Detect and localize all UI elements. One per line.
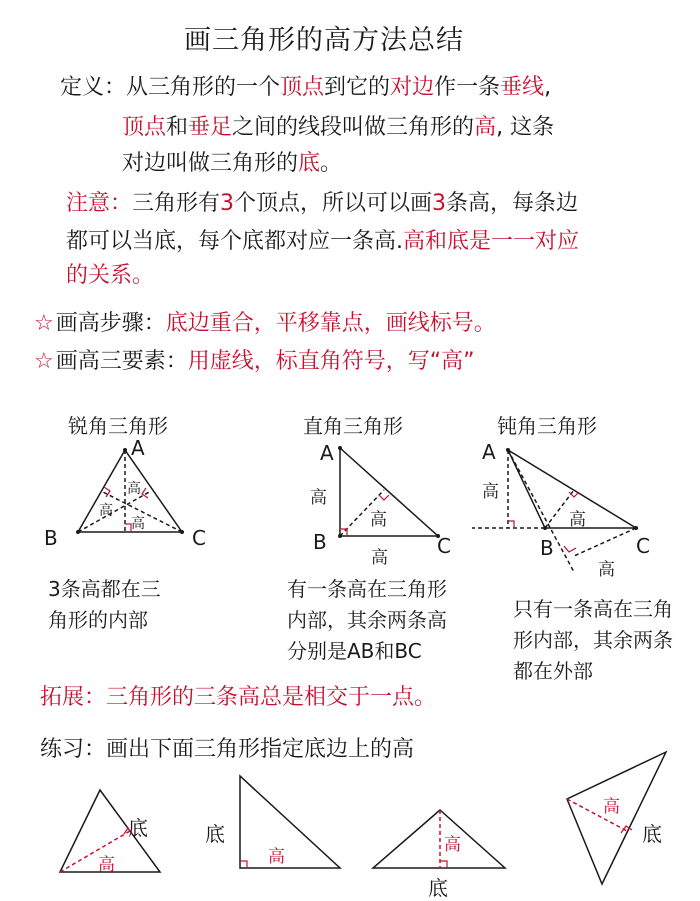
vertex-label-a: A [131, 436, 145, 460]
base-label: 底 [642, 822, 662, 846]
right-angle-mark [440, 861, 447, 868]
height-label: 高 [598, 560, 615, 580]
definition-label: 定义： [60, 75, 127, 100]
height-label: 高 [127, 481, 141, 497]
right-angle-mark [104, 487, 110, 497]
height-label: 高 [268, 847, 285, 867]
obtuse-note: 只有一条高在三角 形内部，其余两条 都在外部 [513, 597, 673, 683]
notice-line-3: 的关系。 [66, 263, 155, 288]
acute-triangle-title: 锐角三角形 [68, 414, 168, 438]
vertex-label-c: C [192, 526, 206, 550]
height-label: 高 [482, 482, 499, 502]
obtuse-height-c [574, 528, 636, 556]
vertex-label-b: B [540, 536, 554, 560]
vertex-point [180, 530, 184, 534]
obtuse-triangle [472, 450, 636, 572]
height-label: 高 [371, 548, 388, 568]
practice-2-outline [240, 776, 340, 868]
right-triangle-title: 直角三角形 [303, 414, 403, 438]
notice-line-2: 都可以当底，每个底都对应一条高.高和底是一一对应 [66, 229, 580, 254]
right-triangle-outline [340, 448, 438, 536]
extension: 拓展：三角形的三条高总是相交于一点。 [40, 685, 437, 710]
right-angle-mark [240, 861, 247, 868]
definition-line-2: 顶点和垂足之间的线段叫做三角形的高, 这条 [122, 115, 555, 140]
practice-instruction: 练习：画出下面三角形指定底边上的高 [40, 737, 415, 762]
practice-triangle-3 [373, 810, 505, 868]
vertex-point [76, 530, 80, 534]
height-label: 高 [370, 510, 387, 530]
vertex-point [123, 448, 127, 452]
vertex-label-b: B [44, 526, 58, 550]
notice-label: 注意： [66, 191, 133, 216]
base-label: 底 [205, 822, 225, 846]
height-label: 高 [569, 510, 586, 530]
vertex-label-c: C [636, 534, 650, 558]
vertex-label-a: A [320, 441, 334, 465]
right-angle-mark [379, 495, 389, 500]
obtuse-triangle-title: 钝角三角形 [497, 414, 597, 438]
acute-note: 3条高都在三 角形的内部 [48, 577, 161, 632]
three-elements: ☆画高三要素：用虚线，标直角符号，写“高” [34, 349, 475, 374]
height-label: 高 [310, 488, 327, 508]
right-note: 有一条高在三角形 内部，其余两条高 分别是AB和BC [287, 577, 447, 663]
height-label: 高 [99, 503, 113, 519]
practice-3-outline [373, 810, 505, 868]
star-icon: ☆ [34, 349, 54, 374]
vertex-point [338, 534, 342, 538]
vertex-point [338, 446, 342, 450]
base-label: 底 [428, 876, 448, 900]
right-angle-mark [508, 521, 514, 528]
vertex-label-a: A [482, 440, 496, 464]
definition-line-1: 定义：从三角形的一个顶点到它的对边作一条垂线, [60, 75, 552, 100]
star-icon: ☆ [34, 311, 54, 336]
vertex-point [506, 448, 510, 452]
height-label: 高 [444, 835, 461, 855]
height-label: 高 [603, 797, 620, 817]
right-triangle [340, 448, 438, 536]
notice-line-1: 注意：三角形有3个顶点，所以可以画3条高，每条边 [66, 191, 579, 216]
page-title: 画三角形的高方法总结 [184, 25, 464, 56]
height-label: 高 [98, 855, 115, 875]
vertex-point [543, 526, 547, 530]
height-label: 高 [131, 516, 145, 532]
vertex-label-b: B [313, 530, 327, 554]
vertex-point [634, 526, 638, 530]
definition-line-3: 对边叫做三角形的底。 [122, 151, 343, 176]
drawing-steps: ☆画高步骤：底边重合，平移靠点，画线标号。 [34, 311, 496, 336]
base-label: 底 [128, 816, 148, 840]
vertex-label-c: C [437, 534, 451, 558]
practice-triangle-2 [240, 776, 340, 868]
right-angle-mark [564, 546, 576, 552]
